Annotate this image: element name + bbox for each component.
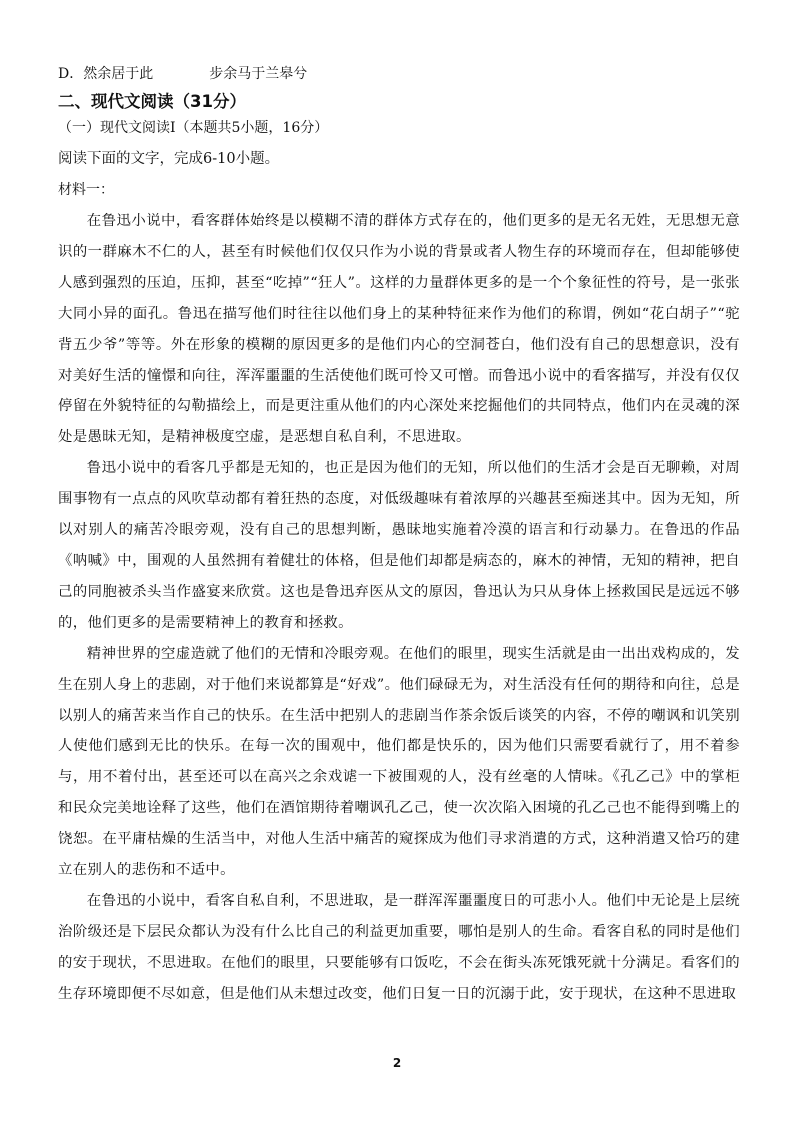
passage-paragraph-2: 鲁迅小说中的看客几乎都是无知的，也正是因为他们的无知，所以他们的生活才会是百无聊赖，对周围事物有一点点的风吹草动都有着狂热的态度，对低级趣味有着浓厚的兴趣甚至痴迷其中。因为无知，所以对别人的痛苦冷眼旁观，没有自己的思想判断，愚昧地实施着冷漠的语言和行动暴力。在鲁迅的作品《呐喊》中，围观的人虽然拥有着健壮的体格，但是他们却都是病态的，麻木的神情，无知的精神，把自己的同胞被杀头当作盛宴来欣赏。这也是鲁迅弃医从文的原因，鲁迅认为只从身体上拯救国民是远远不够的，他们更多的是需要精神上的教育和拯救。: [58, 460, 740, 631]
option-d-right: 步余马于兰皋兮: [209, 66, 308, 82]
material-label: 材料一：: [58, 182, 114, 198]
option-d-left: D．然余居于此: [58, 66, 154, 82]
option-d-line: [58, 64, 307, 84]
passage-body: [58, 206, 740, 1010]
passage-paragraph-1: 在鲁迅小说中，看客群体始终是以模糊不清的群体方式存在的，他们更多的是无名无姓，无思想无意识的一群麻木不仁的人，甚至有时候他们仅仅只作为小说的背景或者人物生存的环境而存在，但却能够使人感到强烈的压迫，压抑，甚至“吃掉”“狂人”。这样的力量群体更多的是一个个象征性的符号，是一张张大同小异的面孔。鲁迅在描写他们时往往以他们身上的某种特征来作为他们的称谓，例如“花白胡子”“驼背五少爷”等等。外在形象的模糊的原因更多的是他们内心的空洞苍白，他们没有自己的思想意识，没有对美好生活的憧憬和向往，浑浑噩噩的生活使他们既可怜又可憎。而鲁迅小说中的看客描写，并没有仅仅停留在外貌特征的勾勒描绘上，而是更注重从他们的内心深处来挖掘他们的共同特点，他们内在灵魂的深处是愚昧无知，是精神极度空虚，是恶想自私自利，不思进取。: [58, 213, 740, 446]
section-title: 二、现代文阅读（31分）: [58, 92, 246, 111]
reading-instruction: 阅读下面的文字，完成6-10小题。: [58, 151, 280, 167]
page-number: 2: [392, 1056, 402, 1070]
passage-paragraph-3: 精神世界的空虚造就了他们的无情和冷眼旁观。在他们的眼里，现实生活就是由一出出戏构成的，发生在别人身上的悲剧，对于他们来说都算是“好戏”。他们碌碌无为，对生活没有任何的期待和向往，总是以别人的痛苦来当作自己的快乐。在生活中把别人的悲剧当作茶余饭后谈笑的内容，不停的嘲讽和讥笑别人使他们感到无比的快乐。在每一次的围观中，他们都是快乐的，因为他们只需要看就行了，用不着参与，用不着付出，甚至还可以在高兴之余戏谑一下被围观的人，没有丝毫的人情味。《孔乙己》中的掌柜和民众完美地诠释了这些，他们在酒馆期待着嘲讽孔乙己，使一次次陷入困境的孔乙己也不能得到嘴上的饶恕。在平庸枯燥的生活当中，对他人生活中痛苦的窥探成为他们寻求消遣的方式，这种消遣又恰巧的建立在别人的悲伤和不适中。: [58, 645, 740, 879]
subsection-title: （一）现代文阅读Ⅰ（本题共5小题，16分）: [58, 120, 329, 136]
passage-paragraph-4: 在鲁迅的小说中，看客自私自利，不思进取，是一群浑浑噩噩度日的可悲小人。他们中无论是上层统治阶级还是下层民众都认为没有什么比自己的利益更加重要，哪怕是别人的生命。看客自私的同时是他们的安于现状，不思进取。在他们的眼里，只要能够有口饭吃，不会在街头冻死饿死就十分满足。看客们的生存环境即便不尽如意，但是他们从未想过改变，他们日复一日的沉溺于此，安于现状，在这种不思进取: [58, 892, 740, 1002]
